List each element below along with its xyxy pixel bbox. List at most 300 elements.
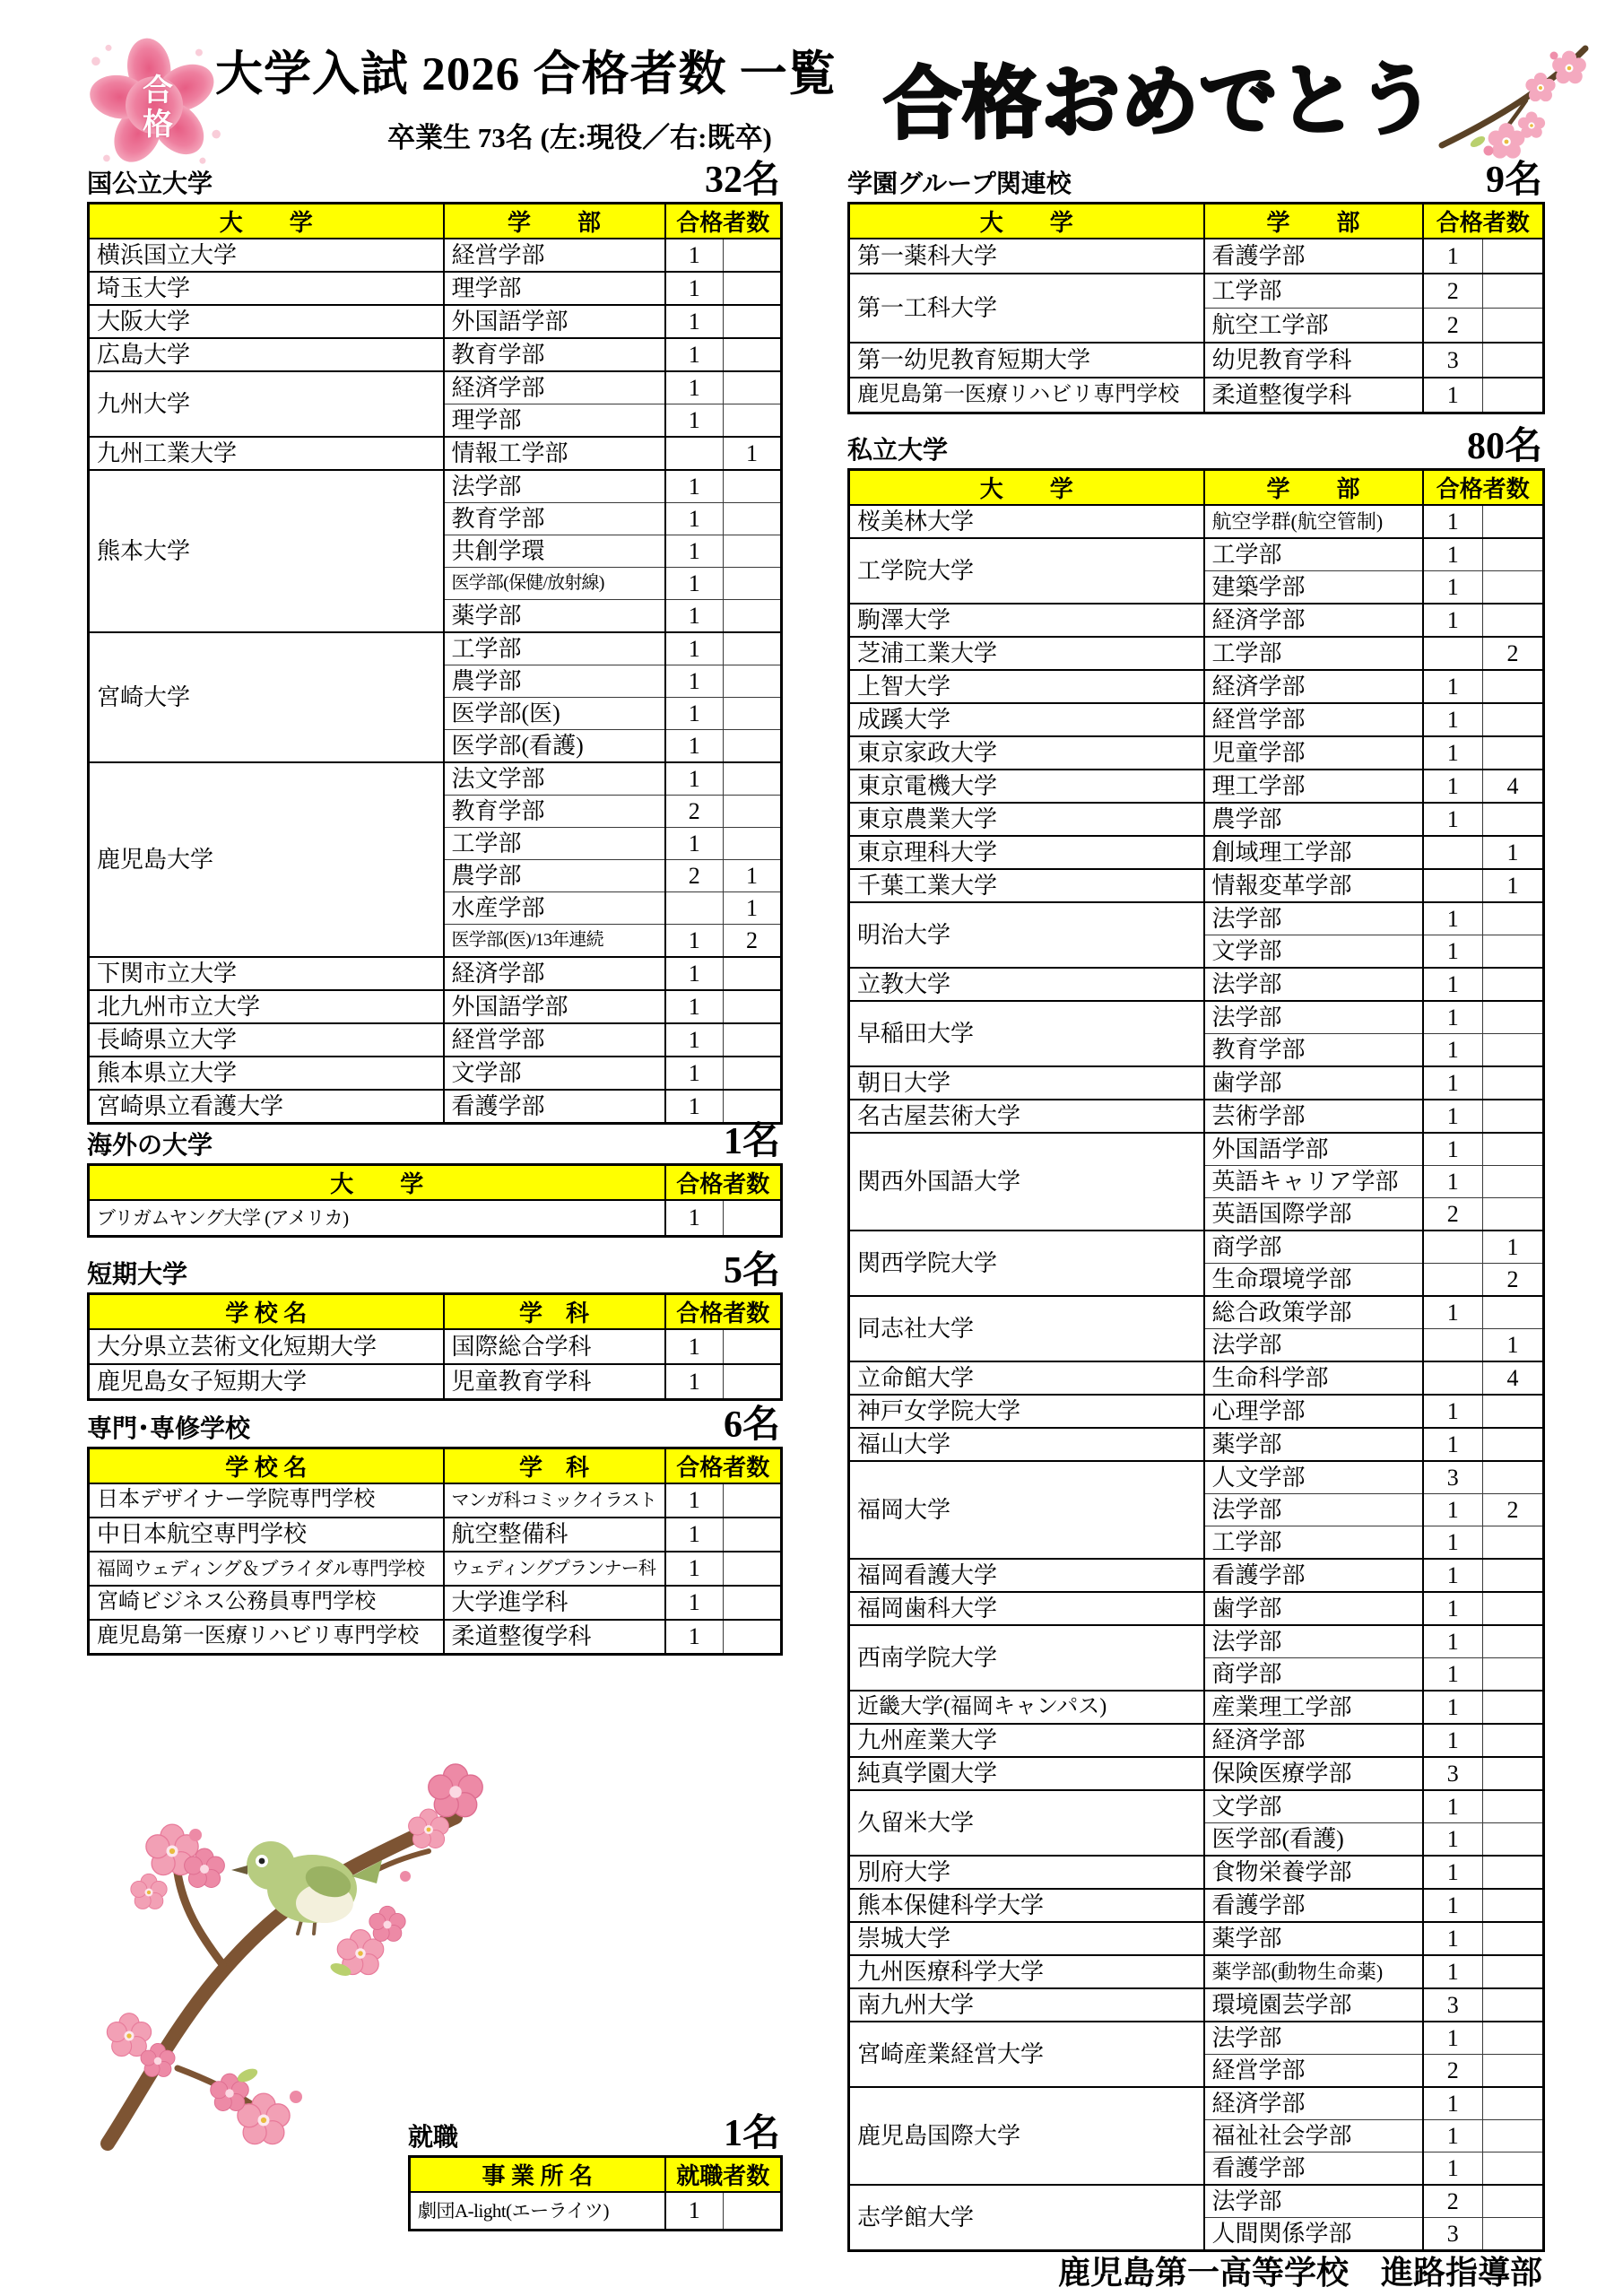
section-header [847,161,1542,199]
count-cell: 2 [665,860,724,892]
count-cell: 1 [1423,1428,1483,1461]
column-header: 大 学 [849,470,1204,506]
dept-cell: 文学部 [1204,1790,1423,1823]
count-cell: 1 [665,957,724,990]
table-row [89,1090,782,1124]
count-cell: 1 [1423,378,1483,413]
table-row [849,968,1544,1001]
dept-cell: 看護学部 [1204,1889,1423,1922]
dept-cell: 法学部 [444,470,665,503]
school-cell: 純真学園大学 [849,1757,1204,1790]
count-cell: 2 [1483,1494,1544,1526]
table-row [89,762,782,796]
dept-cell: 農学部 [1204,803,1423,836]
dept-cell: 教育学部 [444,338,665,371]
header-row [849,204,1544,239]
count-cell [1483,1823,1544,1857]
count-cell [724,1364,782,1400]
count-cell: 1 [665,305,724,338]
count-cell [1483,309,1544,344]
column-header: 学 部 [1204,204,1423,239]
page-subtitle: 卒業生 73名 (左:現役／右:既卒) [387,122,772,153]
dept-cell: 工学部 [1204,538,1423,571]
count-cell: 1 [1423,803,1483,836]
school-cell: 鹿児島第一医療リハビリ専門学校 [849,378,1204,413]
count-cell [1483,1724,1544,1757]
table-row [849,343,1544,378]
header-row [89,204,782,239]
school-cell: 朝日大学 [849,1066,1204,1100]
school-cell: 立命館大学 [849,1361,1204,1395]
table-row [849,1691,1544,1724]
count-cell: 1 [724,860,782,892]
dept-cell: 産業理工学部 [1204,1691,1423,1724]
dept-cell: 工学部 [1204,274,1423,309]
count-cell: 2 [1423,1198,1483,1231]
section-overseas-universities [87,1123,780,1238]
count-cell [1423,836,1483,869]
school-cell: 第一薬科大学 [849,239,1204,274]
dept-cell: 航空学群(航空管制) [1204,505,1423,538]
section-header [87,1406,780,1444]
school-cell: 東京家政大学 [849,736,1204,770]
count-cell: 1 [665,925,724,958]
count-cell [724,828,782,860]
count-cell: 1 [1423,770,1483,803]
dept-cell: 心理学部 [1204,1395,1423,1428]
count-cell: 1 [665,1483,724,1518]
count-cell: 1 [1423,1395,1483,1428]
table-row [849,1428,1544,1461]
count-cell [1483,1526,1544,1560]
count-cell [724,305,782,338]
count-cell [1483,1001,1544,1034]
dept-cell: 経営学部 [444,1023,665,1057]
section-count: 1名 [723,2113,780,2154]
dept-cell: 教育学部 [1204,1034,1423,1067]
dept-cell: 医学部(医) [444,698,665,730]
table-row [89,1023,782,1057]
count-cell: 4 [1483,1361,1544,1395]
school-cell: 宮崎大学 [89,632,444,762]
dept-cell: 工学部 [1204,637,1423,670]
dept-cell: 医学部(看護) [1204,1823,1423,1857]
count-cell [1423,1231,1483,1264]
dept-cell: 児童教育学科 [444,1364,665,1400]
dept-cell: 幼児教育学科 [1204,343,1423,378]
count-cell [1483,2087,1544,2120]
sakura-bird-illustration [72,1684,484,2155]
section-count: 9名 [1485,160,1542,201]
count-cell: 1 [1423,1889,1483,1922]
count-cell: 2 [1423,2185,1483,2218]
section-title: 国公立大学 [87,170,213,198]
count-cell: 1 [1423,2022,1483,2055]
school-cell: 別府大学 [849,1856,1204,1889]
section-private-universities [847,428,1542,2252]
dept-cell: 食物栄養学部 [1204,1856,1423,1889]
count-cell [1483,670,1544,703]
table-row [849,1559,1544,1592]
dept-cell: 看護学部 [1204,2152,1423,2186]
column-header: 学 校 名 [89,1294,444,1330]
table-row [849,2087,1544,2120]
dept-cell: 歯学部 [1204,1592,1423,1625]
section-title: 海外の大学 [87,1132,213,1160]
count-cell [724,1586,782,1620]
table-row [849,1724,1544,1757]
count-cell: 1 [665,665,724,698]
dept-cell: 英語国際学部 [1204,1198,1423,1231]
count-cell: 1 [1423,902,1483,935]
count-cell: 2 [1423,274,1483,309]
school-cell: 東京農業大学 [849,803,1204,836]
count-cell: 1 [1483,869,1544,902]
table-row [849,1988,1544,2022]
count-cell [1423,1361,1483,1395]
count-cell: 1 [665,1620,724,1655]
dept-cell: 法学部 [1204,1625,1423,1658]
count-cell: 1 [665,730,724,763]
section-count: 1名 [723,1121,780,1162]
table-row [849,1361,1544,1395]
count-cell: 1 [1423,703,1483,736]
count-cell [1483,736,1544,770]
table-row [89,437,782,470]
school-cell: 福山大学 [849,1428,1204,1461]
count-cell: 1 [1423,1133,1483,1166]
dept-cell: 経営学部 [444,239,665,272]
school-credit: 鹿児島第一高等学校 進路指導部 [1057,2255,1542,2291]
school-cell: 駒澤大学 [849,604,1204,637]
count-cell [665,892,724,925]
count-cell [724,796,782,828]
table-row [849,1922,1544,1955]
school-cell: 東京電機大学 [849,770,1204,803]
count-cell [724,1057,782,1090]
table-row [849,1296,1544,1329]
table-row [89,239,782,272]
count-cell: 1 [1483,836,1544,869]
count-cell: 1 [665,239,724,272]
count-cell: 1 [1483,1329,1544,1362]
count-cell [724,632,782,665]
dept-cell: 柔道整復学科 [1204,378,1423,413]
count-cell: 1 [724,437,782,470]
table-row [89,305,782,338]
section-header [847,428,1542,465]
dept-cell: 農学部 [444,665,665,698]
school-cell: 第一幼児教育短期大学 [849,343,1204,378]
dept-cell: 建築学部 [1204,571,1423,604]
table-row [849,538,1544,571]
count-cell: 1 [665,535,724,568]
school-cell: 熊本保健科学大学 [849,1889,1204,1922]
count-cell: 3 [1423,1988,1483,2022]
table-row [849,1889,1544,1922]
count-cell: 1 [665,698,724,730]
count-cell: 3 [1423,2218,1483,2251]
count-cell [724,535,782,568]
table-row [849,736,1544,770]
dept-cell: 医学部(看護) [444,730,665,763]
school-cell: 西南学院大学 [849,1625,1204,1691]
sakura-bird-icon [72,1684,484,2151]
dept-cell: 法学部 [1204,2022,1423,2055]
school-cell: 熊本県立大学 [89,1057,444,1090]
section-header [87,1252,780,1290]
column-header: 合格者数 [665,1294,782,1330]
count-cell [1483,2055,1544,2088]
count-cell [724,239,782,272]
dept-cell: 理学部 [444,404,665,438]
school-cell: 明治大学 [849,902,1204,968]
badge-label: 合格 [137,73,171,142]
school-cell: 埼玉大学 [89,272,444,305]
school-cell: 福岡大学 [849,1461,1204,1559]
count-cell: 1 [1423,1856,1483,1889]
count-cell: 1 [665,568,724,600]
column-header: 大 学 [89,1165,665,1201]
count-cell [724,272,782,305]
school-cell: 志学館大学 [849,2185,1204,2251]
count-cell: 1 [665,272,724,305]
table-row [89,1057,782,1090]
count-cell [1483,239,1544,274]
sakura-branch-icon [1426,36,1592,170]
dept-cell: 経済学部 [1204,2087,1423,2120]
table-row [849,274,1544,309]
count-cell: 1 [665,632,724,665]
count-cell: 1 [1423,1001,1483,1034]
count-cell [1483,1428,1544,1461]
count-cell: 1 [665,503,724,535]
table-row [849,2022,1544,2055]
count-cell [1483,1790,1544,1823]
count-cell [1483,1296,1544,1329]
school-cell: 宮崎ビジネス公務員専門学校 [89,1586,444,1620]
count-cell: 2 [1423,309,1483,344]
column-header: 大 学 [89,204,444,239]
count-cell: 2 [665,796,724,828]
count-cell: 1 [1423,505,1483,538]
congratulations-banner [883,32,1592,171]
count-cell: 1 [665,338,724,371]
count-cell: 1 [1423,1691,1483,1724]
school-cell: 大分県立芸術文化短期大学 [89,1329,444,1364]
count-cell [1483,1922,1544,1955]
school-cell: 九州工業大学 [89,437,444,470]
count-cell: 1 [1423,1724,1483,1757]
count-cell [724,338,782,371]
count-cell [724,665,782,698]
count-cell [1483,1559,1544,1592]
school-cell: 第一工科大学 [849,274,1204,343]
column-header: 学 科 [444,1448,665,1484]
column-header: 合格者数 [1423,470,1544,506]
header-row [89,1448,782,1484]
table-row [849,803,1544,836]
dept-cell: 国際総合学科 [444,1329,665,1364]
dept-cell: 情報変革学部 [1204,869,1423,902]
dept-cell: 児童学部 [1204,736,1423,770]
table-row [89,1329,782,1364]
dept-cell: 農学部 [444,860,665,892]
count-cell [724,371,782,404]
count-cell [1423,1264,1483,1297]
count-cell [1483,803,1544,836]
school-cell: 神戸女学院大学 [849,1395,1204,1428]
school-cell: 東京理科大学 [849,836,1204,869]
table-row [89,957,782,990]
school-cell: 工学院大学 [849,538,1204,604]
dept-cell: 歯学部 [1204,1066,1423,1100]
dept-cell: 理学部 [444,272,665,305]
count-cell [724,1518,782,1552]
dept-cell: 商学部 [1204,1231,1423,1264]
dept-cell: 大学進学科 [444,1586,665,1620]
count-cell [1483,1461,1544,1494]
count-cell [1483,1592,1544,1625]
page-title: 大学入試 2026 合格者数 一覧 [215,48,837,100]
dept-cell: 航空工学部 [1204,309,1423,344]
bird-icon [231,1841,382,1934]
count-cell: 1 [665,1518,724,1552]
table-row [849,604,1544,637]
column-header: 大 学 [849,204,1204,239]
dept-cell: マンガ科コミックイラスト [444,1483,665,1518]
count-cell [724,957,782,990]
school-cell: ブリガムヤング大学 (アメリカ) [89,1200,665,1237]
dept-cell: 法文学部 [444,762,665,796]
school-cell: 宮崎産業経営大学 [849,2022,1204,2087]
school-cell: 日本デザイナー学院専門学校 [89,1483,444,1518]
table-row [849,1592,1544,1625]
count-cell [724,990,782,1023]
school-cell: 同志社大学 [849,1296,1204,1361]
dept-cell: 経済学部 [444,957,665,990]
school-cell: 立教大学 [849,968,1204,1001]
dept-cell: 文学部 [1204,935,1423,969]
dept-cell: 教育学部 [444,503,665,535]
dept-cell: 看護学部 [1204,239,1423,274]
school-cell: 九州大学 [89,371,444,437]
count-cell: 2 [1483,1264,1544,1297]
count-cell [724,1483,782,1518]
count-cell [1483,1395,1544,1428]
column-header: 合格者数 [665,1448,782,1484]
table-row [849,902,1544,935]
dept-cell: 工学部 [444,632,665,665]
section-title: 私立大学 [847,437,949,465]
count-cell: 1 [1423,1658,1483,1692]
school-cell: 大阪大学 [89,305,444,338]
school-cell: 鹿児島国際大学 [849,2087,1204,2185]
section-count: 6名 [723,1405,780,1446]
count-cell: 1 [665,1364,724,1400]
column-header: 合格者数 [1423,204,1544,239]
count-cell [1483,1658,1544,1692]
table-row [89,1518,782,1552]
dept-cell: 教育学部 [444,796,665,828]
dept-cell: 医学部(保健/放射線) [444,568,665,600]
dept-cell: 情報工学部 [444,437,665,470]
employment-table [408,2155,783,2231]
dept-cell: 薬学部 [1204,1428,1423,1461]
dept-cell: 薬学部 [1204,1922,1423,1955]
count-cell [1483,604,1544,637]
table-row [849,1461,1544,1494]
dept-cell: 商学部 [1204,1658,1423,1692]
school-cell: 成蹊大学 [849,703,1204,736]
section-national-public-universities [87,161,780,1125]
count-cell [1483,1034,1544,1067]
dept-cell: 薬学部 [444,600,665,633]
dept-cell: 外国語学部 [444,305,665,338]
dept-cell: 経営学部 [1204,2055,1423,2088]
dept-cell: 保険医療学部 [1204,1757,1423,1790]
header-row [410,2157,782,2193]
school-cell: 北九州市立大学 [89,990,444,1023]
dept-cell: 人間関係学部 [1204,2218,1423,2251]
count-cell: 1 [1423,571,1483,604]
count-cell: 1 [1423,1066,1483,1100]
dept-cell: 工学部 [444,828,665,860]
count-cell [1483,1757,1544,1790]
dept-cell: ウェディングプランナー科 [444,1552,665,1586]
table-row [849,378,1544,413]
dept-cell: 経済学部 [1204,604,1423,637]
count-cell [1423,1329,1483,1362]
count-cell [724,698,782,730]
count-cell [1483,1066,1544,1100]
count-cell [724,600,782,633]
table-row [89,1552,782,1586]
count-cell: 1 [665,1329,724,1364]
school-cell: 久留米大学 [849,1790,1204,1856]
school-cell: 早稲田大学 [849,1001,1204,1066]
school-cell: 横浜国立大学 [89,239,444,272]
school-cell: 長崎県立大学 [89,1023,444,1057]
dept-cell: 経済学部 [1204,670,1423,703]
section-count: 32名 [704,160,780,201]
dept-cell: 法学部 [1204,1329,1423,1362]
count-cell [1423,869,1483,902]
dept-cell: 文学部 [444,1057,665,1090]
count-cell [724,1552,782,1586]
dept-cell: 経済学部 [1204,1724,1423,1757]
school-cell: 鹿児島大学 [89,762,444,957]
count-cell: 1 [1423,1625,1483,1658]
count-cell: 1 [665,404,724,438]
school-cell: 福岡歯科大学 [849,1592,1204,1625]
count-cell: 1 [665,1023,724,1057]
count-cell: 1 [1423,968,1483,1001]
dept-cell: 柔道整復学科 [444,1620,665,1655]
table-row [849,2185,1544,2218]
dept-cell: 共創学環 [444,535,665,568]
dept-cell: 外国語学部 [1204,1133,1423,1166]
table-row [849,770,1544,803]
section-title: 短期大学 [87,1261,188,1289]
dept-cell: 芸術学部 [1204,1100,1423,1133]
count-cell: 1 [1423,1166,1483,1198]
school-cell: 桜美林大学 [849,505,1204,538]
national-public-table [87,202,783,1125]
count-cell [1483,343,1544,378]
section-group-schools [847,161,1542,414]
table-row [89,1364,782,1400]
